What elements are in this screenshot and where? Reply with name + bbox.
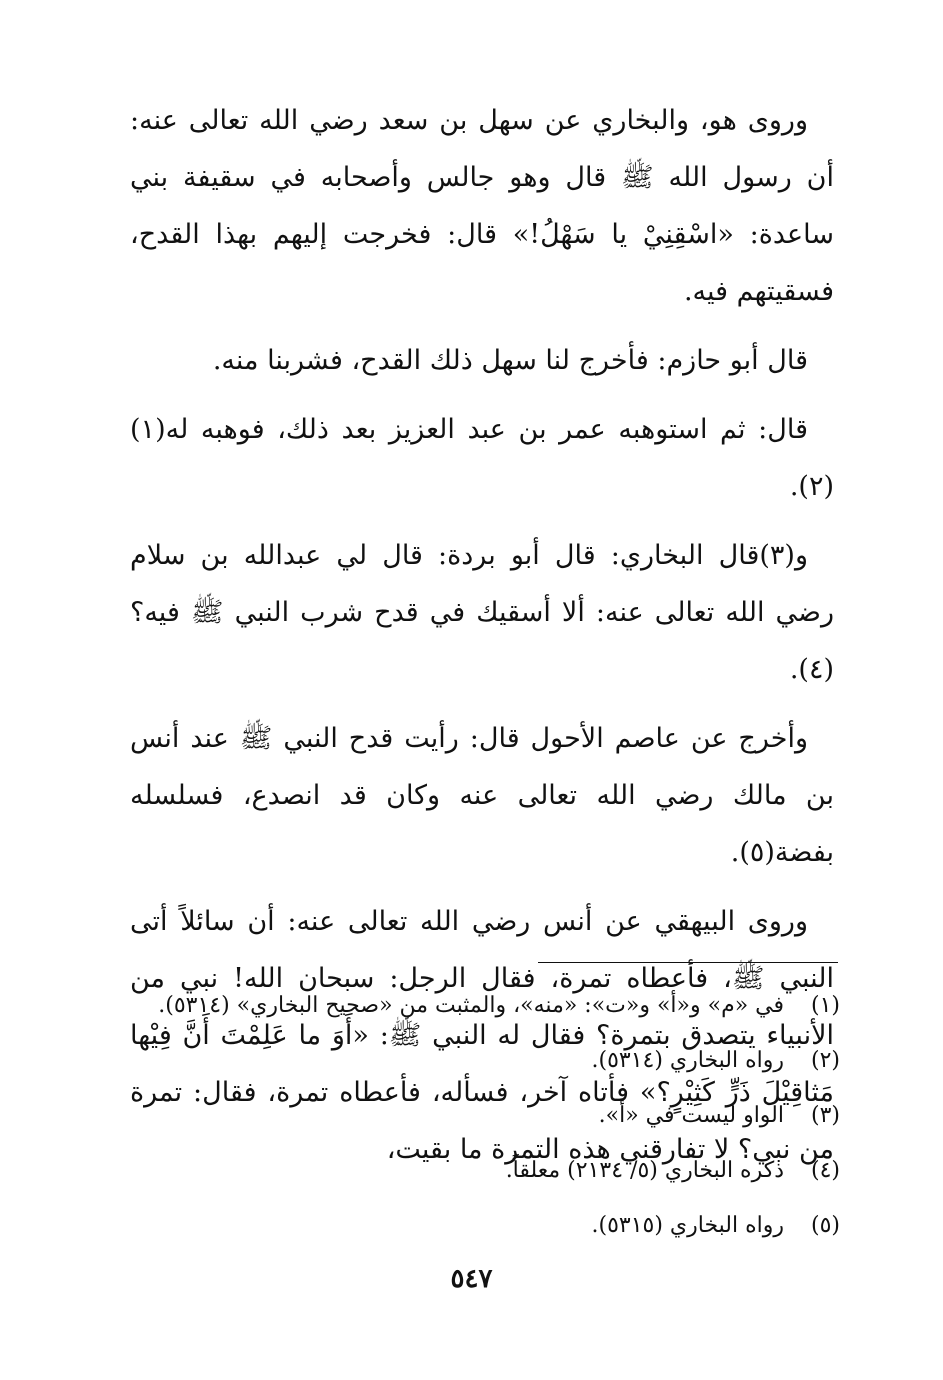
- paragraph-asim-ahwal: وأخرج عن عاصم الأحول قال: رأيت قدح النبي ﷺ عند أنس بن مالك رضي الله تعالى عنه وكان قد انصدع، فسلسله بفضة(٥).: [130, 723, 834, 868]
- footnote-item: [130, 1088, 840, 1143]
- footnote-text: الواو ليست في «أ».: [598, 1103, 784, 1128]
- paragraph-abu-burda: و(٣)قال البخاري: قال أبو بردة: قال لي عبدالله بن سلام رضي الله تعالى عنه: ألا أسقيك في قدح شرب النبي ﷺ فيه؟(٤).: [130, 540, 834, 685]
- footnote-text: في «م» و«أ» و«ت»: «منه»، والمثبت من «صحيح البخاري» (٥٣١٤).: [158, 993, 784, 1018]
- paragraph-umar-abdulaziz: قال: ثم استوهبه عمر بن عبد العزيز بعد ذلك، فوهبه له(١)(٢).: [130, 414, 834, 502]
- footnotes: [130, 978, 840, 1253]
- footnote-text: ذكره البخاري (٥/ ٢١٣٤) معلقاً.: [505, 1158, 784, 1183]
- footnote-number: (٣): [810, 1103, 840, 1128]
- paragraph-abu-hazim: قال أبو حازم: فأخرج لنا سهل ذلك القدح، فشربنا منه.: [212, 345, 808, 376]
- footnote-item: [130, 1143, 840, 1198]
- footnote-item: [130, 1198, 840, 1253]
- footnote-text: رواه البخاري (٥٣١٤).: [591, 1048, 784, 1073]
- footnote-number: (٤): [810, 1158, 840, 1183]
- footnote-text: رواه البخاري (٥٣١٥).: [591, 1213, 784, 1238]
- paragraph-sahl-cup: وروى هو، والبخاري عن سهل بن سعد رضي الله تعالى عنه: أن رسول الله ﷺ قال وهو جالس وأصحابه في سقيفة بني ساعدة: «اسْقِنِيْ يا سَهْلُ!» قال: فخرجت إليهم بهذا القدح، فسقيتهم فيه.: [130, 105, 834, 307]
- footnote-number: (٢): [810, 1048, 840, 1073]
- page-number: ٥٤٧: [450, 1264, 493, 1294]
- footnote-separator: [538, 962, 838, 963]
- footnote-number: (٥): [810, 1213, 840, 1238]
- paragraph-bayhaqi-date: وروى البيهقي عن أنس رضي الله تعالى عنه: أن سائلاً أتى النبي ﷺ، فأعطاه تمرة، فقال الرجل: سبحان الله! نبي من الأنبياء يتصدق بتمرة؟ فقال له النبي ﷺ: «أَوَ ما عَلِمْتَ أَنَّ فِيْها مَثاقِيْلَ ذَرٍّ كَثِيْرٍ؟» فأتاه آخر، فسأله، فأعطاه تمرة، فقال: تمرة من نبي؟ لا تفارقني هذه التمرة ما بقيت،: [130, 906, 834, 1165]
- footnote-number: (١): [810, 993, 840, 1018]
- footnote-item: [130, 1033, 840, 1088]
- footnote-item: [130, 978, 840, 1033]
